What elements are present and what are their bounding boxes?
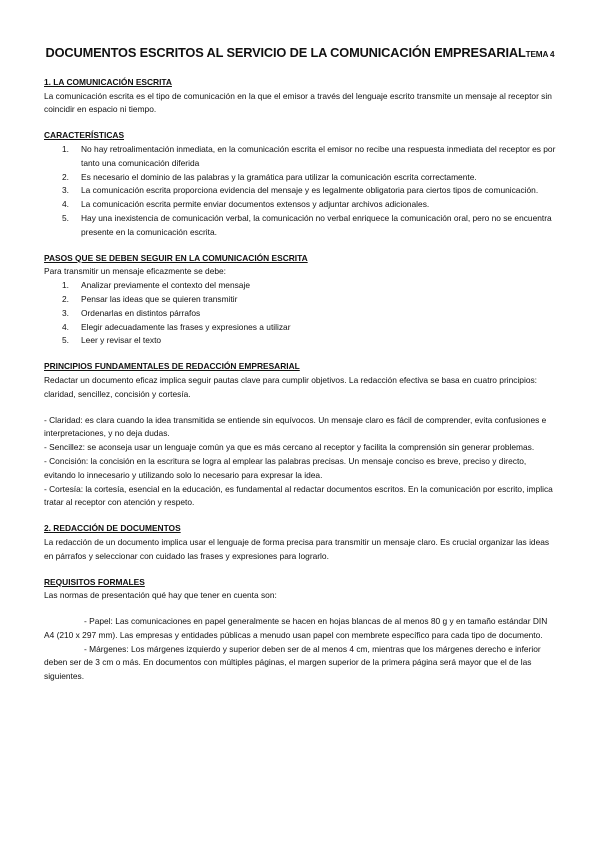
list-number: 2.: [62, 171, 69, 182]
list-number: 5.: [62, 335, 69, 346]
requirement-margenes: - Márgenes: Los márgenes izquierdo y superior deben ser de al menos 4 cm, mientras que los márgenes derecho e inferior deben ser de 3 cm o más. En documentos con múltiples páginas, el margen superior de la primera página será mayor que el de las siguientes.: [44, 643, 541, 682]
list-number: 2.: [62, 293, 69, 304]
section-heading: REQUISITOS FORMALES: [44, 576, 145, 587]
section-requisitos: [44, 576, 556, 685]
list-text: No hay retroalimentación inmediata, en la comunicación escrita el emisor no recibe una respuesta inmediata del receptor es por tanto una comunicación diferida: [81, 143, 556, 168]
principle-cortesia: - Cortesía: la cortesía, esencial en la educación, es fundamental al redactar documentos escritos. En la comunicación por escrito, implica tratar al receptor con atención y respeto.: [44, 483, 553, 508]
list-number: 1.: [62, 280, 69, 291]
title-text: DOCUMENTOS ESCRITOS AL SERVICIO DE LA COMUNICACIÓN EMPRESARIAL: [45, 45, 526, 60]
document-title: [44, 46, 556, 62]
section-heading: CARACTERÍSTICAS: [44, 130, 125, 141]
section-heading: 2. REDACCIÓN DE DOCUMENTOS: [44, 523, 181, 534]
list-item: [44, 279, 556, 293]
list-item: [44, 321, 556, 335]
list-item: [44, 171, 556, 185]
list-text: Hay una inexistencia de comunicación verbal, la comunicación no verbal enriquece la comunicación oral, pero no se encuentra presente en la comunicación escrita.: [81, 212, 552, 237]
list-number: 3.: [62, 185, 69, 196]
list-text: Elegir adecuadamente las frases y expresiones a utilizar: [81, 321, 291, 332]
principle-claridad: - Claridad: es clara cuando la idea transmitida se entiende sin equívocos. Un mensaje claro es fácil de comprender, evita confusiones e interpretaciones, y no deja dudas.: [44, 414, 547, 439]
list-text: Es necesario el dominio de las palabras y la gramática para utilizar la comunicación escrita correctamente.: [81, 171, 477, 182]
numbered-list: [44, 143, 556, 240]
section-redaccion-documentos: [44, 522, 556, 563]
list-number: 4.: [62, 321, 69, 332]
list-item: [44, 143, 556, 171]
requirement-papel: - Papel: Las comunicaciones en papel generalmente se hacen en hojas blancas de al menos 80 g y en tamaño estándar DIN A4 (210 x 297 mm). Las empresas y entidades públicas a menudo usan papel con membrete específico para cada tipo de documento.: [44, 616, 548, 640]
section-pasos: [44, 252, 556, 349]
paragraph: La redacción de un documento implica usar el lenguaje de forma precisa para transmitir un mensaje claro. Es crucial organizar las ideas en párrafos y seleccionar con cuidado las frases y expresiones para lograrlo.: [44, 536, 550, 561]
list-item: [44, 198, 556, 212]
section-caracteristicas: [44, 129, 556, 239]
paragraph: La comunicación escrita es el tipo de comunicación en la que el emisor a través del lenguaje escrito transmite un mensaje al receptor sin coincidir en espacio ni tiempo.: [44, 90, 552, 115]
paragraph: Para transmitir un mensaje eficazmente se debe:: [44, 266, 227, 277]
section-principios: [44, 360, 556, 510]
list-text: Analizar previamente el contexto del mensaje: [81, 280, 250, 291]
principle-concision: - Concisión: la concisión en la escritura se logra al emplear las palabras precisas. Un mensaje conciso es breve, preciso y directo, evitando lo innecesario y utilizando solo lo necesario para expresar la idea.: [44, 455, 527, 480]
list-number: 5.: [62, 212, 69, 223]
list-item: [44, 334, 556, 348]
principle-sencillez: - Sencillez: se aconseja usar un lenguaje común ya que es más cercano al receptor y facilita la comprensión sin generar problemas.: [44, 442, 535, 453]
list-number: 3.: [62, 307, 69, 318]
list-item: [44, 307, 556, 321]
section-heading: 1. LA COMUNICACIÓN ESCRITA: [44, 76, 172, 87]
list-text: Ordenarlas en distintos párrafos: [81, 307, 201, 318]
list-text: Pensar las ideas que se quieren transmitir: [81, 293, 238, 304]
section-heading: PRINCIPIOS FUNDAMENTALES DE REDACCIÓN EMPRESARIAL: [44, 361, 300, 372]
section-comunicacion-escrita: [44, 76, 556, 117]
list-number: 1.: [62, 143, 69, 154]
list-item: [44, 184, 556, 198]
list-item: [44, 293, 556, 307]
list-text: Leer y revisar el texto: [81, 335, 162, 346]
section-heading: PASOS QUE SE DEBEN SEGUIR EN LA COMUNICACIÓN ESCRITA: [44, 252, 308, 263]
title-tag: TEMA 4: [525, 50, 555, 59]
paragraph: Redactar un documento eficaz implica seguir pautas clave para cumplir objetivos. La redacción efectiva se basa en cuatro principios: claridad, sencillez, concisión y cortesía.: [44, 374, 537, 399]
list-text: La comunicación escrita proporciona evidencia del mensaje y es legalmente obligatoria para ciertos tipos de comunicación.: [81, 185, 539, 196]
numbered-list: [44, 279, 556, 348]
list-item: [44, 212, 556, 240]
list-number: 4.: [62, 199, 69, 210]
paragraph: Las normas de presentación qué hay que tener en cuenta son:: [44, 590, 277, 601]
list-text: La comunicación escrita permite enviar documentos extensos y adjuntar archivos adicionales.: [81, 199, 430, 210]
